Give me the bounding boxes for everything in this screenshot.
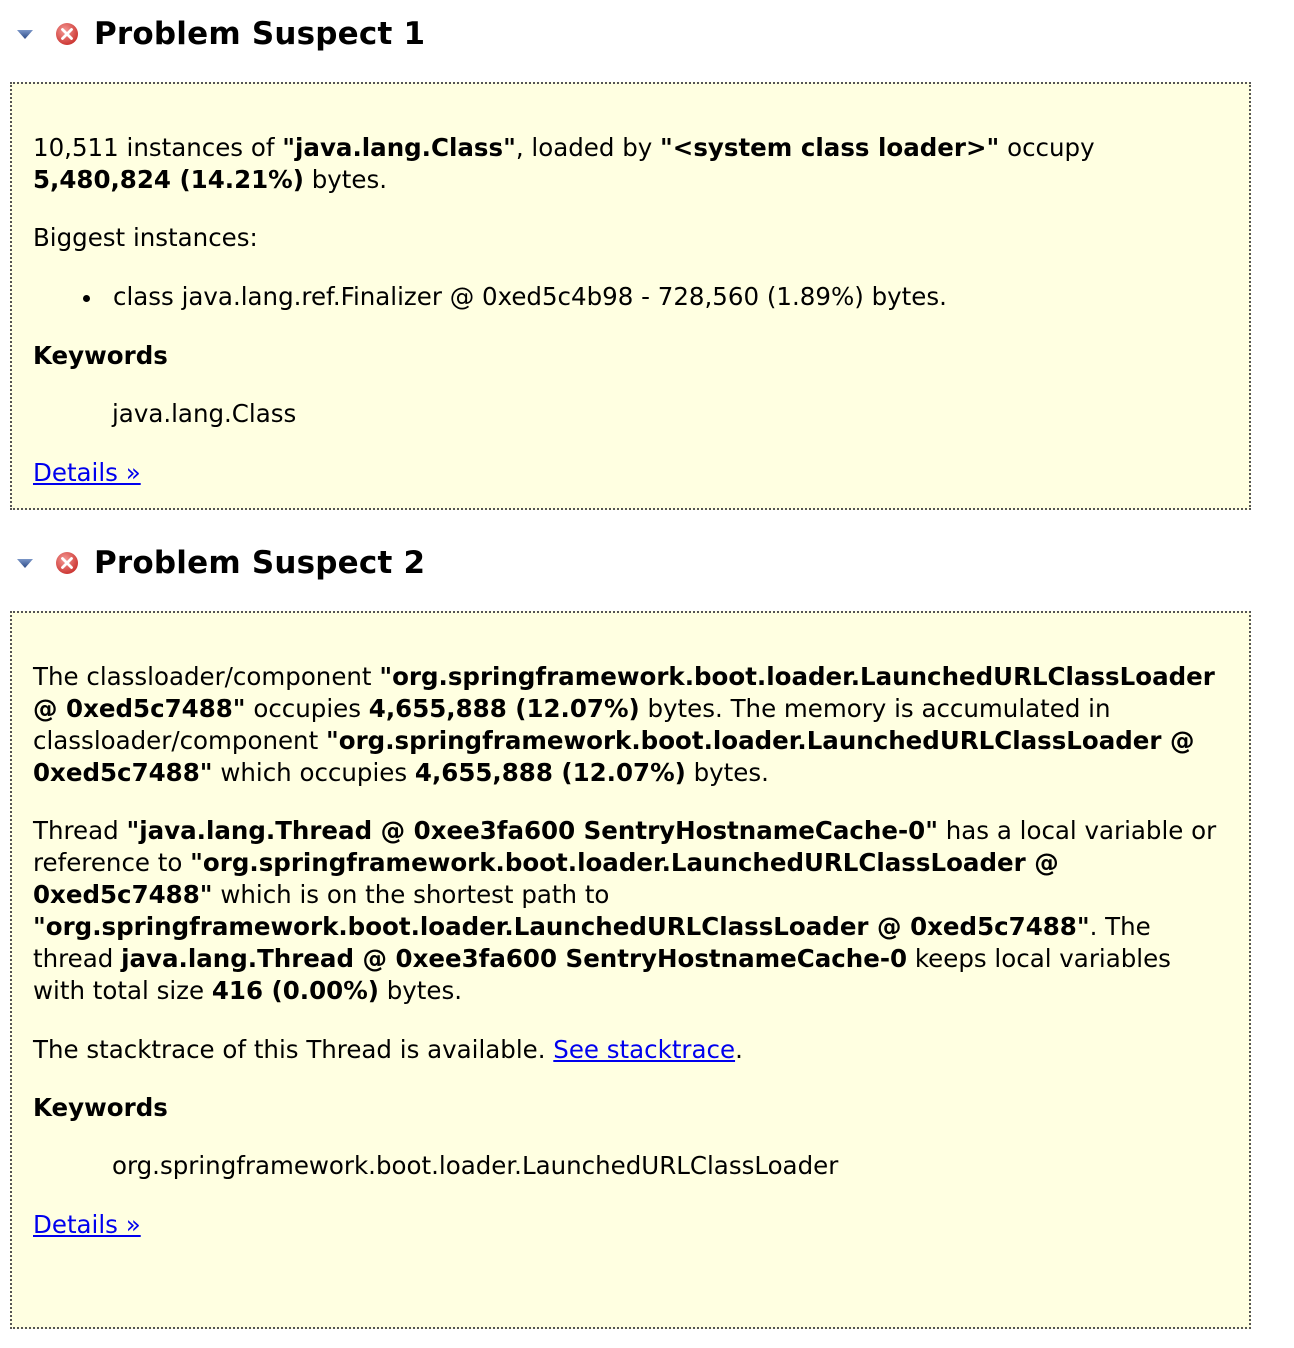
details-row <box>33 457 1229 489</box>
classloader-name: "org.springframework.boot.loader.LaunchedURLClassLoader @ 0xed5c7488" <box>33 726 1195 787</box>
local-variables-size: 416 (0.00%) <box>211 976 379 1005</box>
thread-text: bytes. <box>378 976 463 1005</box>
summary-text: occupies <box>245 694 369 723</box>
thread-text: has a local variable or reference to <box>33 816 1217 877</box>
suspect-2-header <box>14 541 425 585</box>
suspect-2-summary <box>33 661 1229 789</box>
keyword-value: org.springframework.boot.loader.LaunchedURLClassLoader <box>112 1151 839 1180</box>
keywords-label: Keywords <box>33 341 168 370</box>
suspect-1-description <box>10 82 1251 510</box>
thread-paragraph <box>33 815 1229 1007</box>
collapse-triangle-icon[interactable] <box>14 552 36 574</box>
suspect-1-summary <box>33 132 1229 196</box>
biggest-instances-label: Biggest instances: <box>33 223 258 252</box>
retained-size: 4,655,888 (12.07%) <box>368 694 640 723</box>
keywords-label: Keywords <box>33 1093 168 1122</box>
details-link[interactable]: Details » <box>33 458 141 487</box>
summary-text: , loaded by <box>515 133 661 162</box>
retained-size: 4,655,888 (12.07%) <box>414 758 686 787</box>
see-stacktrace-link[interactable]: See stacktrace <box>553 1035 736 1064</box>
details-row <box>33 1209 1229 1241</box>
stacktrace-text: The stacktrace of this Thread is available. <box>33 1035 554 1064</box>
retained-size: 5,480,824 (14.21%) <box>33 165 304 194</box>
class-loader-name: "<system class loader>" <box>660 133 1000 162</box>
summary-text: bytes. The memory is accumulated in classloader/component <box>33 694 1111 755</box>
stacktrace-paragraph <box>33 1034 1229 1066</box>
summary-text: bytes. <box>303 165 387 194</box>
error-icon <box>54 550 80 576</box>
stacktrace-text: . <box>735 1035 743 1064</box>
instance-text: class java.lang.ref.Finalizer @ 0xed5c4b98 - 728,560 (1.89%) bytes. <box>113 282 947 311</box>
summary-text: which occupies <box>212 758 415 787</box>
bullet-icon <box>83 295 90 302</box>
section-title: Problem Suspect 1 <box>94 16 426 52</box>
thread-name: java.lang.Thread @ 0xee3fa600 SentryHostnameCache-0 <box>121 944 908 973</box>
thread-text: which is on the shortest path to <box>212 880 610 909</box>
classloader-name: "org.springframework.boot.loader.LaunchedURLClassLoader @ 0xed5c7488" <box>33 662 1215 723</box>
biggest-instances-list <box>33 281 1229 313</box>
classloader-name: "org.springframework.boot.loader.LaunchedURLClassLoader @ 0xed5c7488" <box>33 848 1059 909</box>
summary-text: bytes. <box>685 758 769 787</box>
thread-name: "java.lang.Thread @ 0xee3fa600 SentryHostnameCache-0" <box>126 816 938 845</box>
thread-text: keeps local variables with total size <box>33 944 1171 1005</box>
thread-text: Thread <box>33 816 127 845</box>
classloader-name: "org.springframework.boot.loader.LaunchedURLClassLoader @ 0xed5c7488" <box>33 912 1090 941</box>
keyword-value: java.lang.Class <box>112 399 297 428</box>
details-link[interactable]: Details » <box>33 1210 141 1239</box>
summary-text: 10,511 instances of <box>33 133 283 162</box>
class-name: "java.lang.Class" <box>282 133 516 162</box>
section-title: Problem Suspect 2 <box>94 545 426 581</box>
thread-text: . The thread <box>33 912 1151 973</box>
summary-text: The classloader/component <box>33 662 380 691</box>
collapse-triangle-icon[interactable] <box>14 23 36 45</box>
suspect-2-description <box>10 611 1251 1329</box>
list-item <box>33 281 1229 313</box>
summary-text: occupy <box>999 133 1095 162</box>
suspect-1-header <box>14 12 425 56</box>
error-icon <box>54 21 80 47</box>
